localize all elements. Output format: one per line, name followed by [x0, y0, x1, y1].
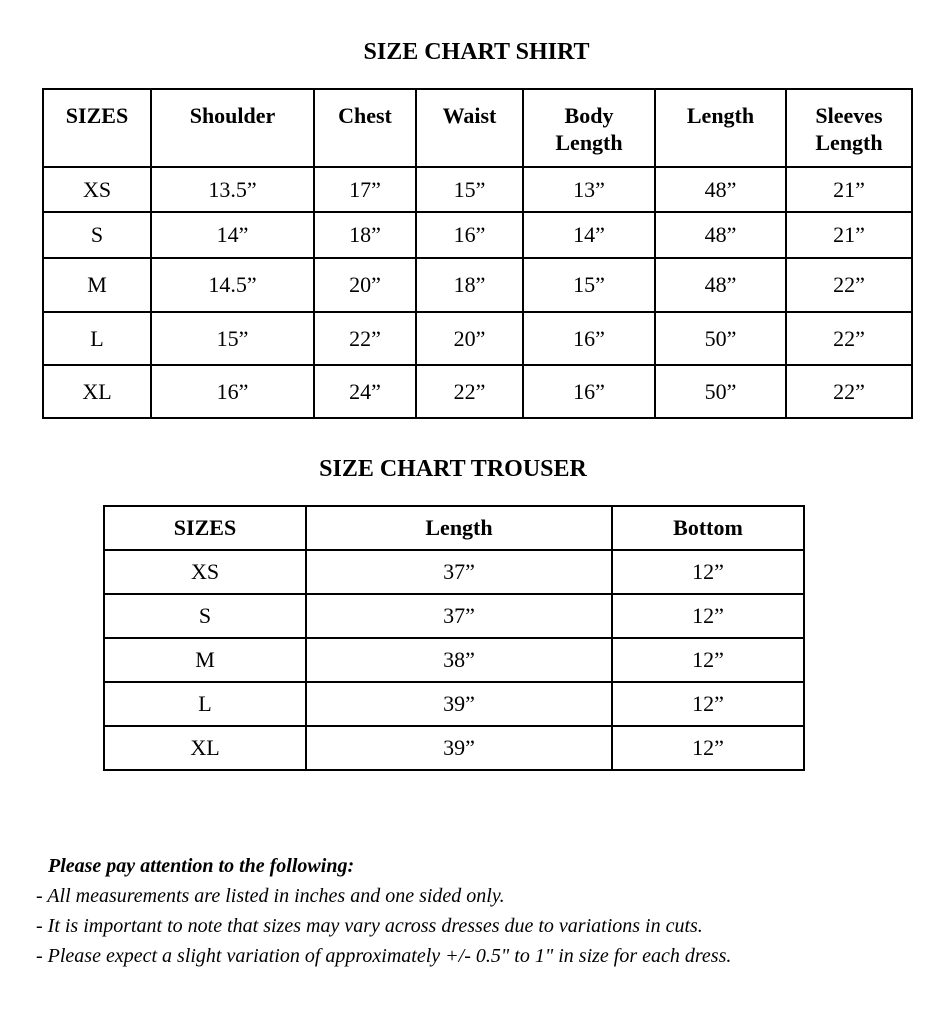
measurement-cell: 18”: [314, 212, 416, 258]
size-label-cell: M: [43, 258, 151, 312]
measurement-cell: 14”: [151, 212, 314, 258]
size-label-cell: XS: [104, 550, 306, 594]
measurement-cell: 16”: [523, 365, 655, 418]
footnote-tolerance: - Please expect a slight variation of approximately +/- 0.5" to 1" in size for each dress.: [36, 945, 732, 967]
shirt-row-xl: [43, 365, 912, 418]
measurement-cell: 12”: [612, 638, 804, 682]
shirt-col-header-sleeves-length: Sleeves Length: [786, 89, 912, 167]
measurement-cell: 48”: [655, 258, 786, 312]
trouser-row-m: [104, 638, 804, 682]
footnotes: [36, 851, 931, 971]
size-label-cell: M: [104, 638, 306, 682]
measurement-cell: 39”: [306, 682, 612, 726]
measurement-cell: 12”: [612, 550, 804, 594]
size-label-cell: S: [43, 212, 151, 258]
trouser-row-l: [104, 682, 804, 726]
size-label-cell: XS: [43, 167, 151, 212]
measurement-cell: 22”: [314, 312, 416, 365]
measurement-cell: 48”: [655, 167, 786, 212]
measurement-cell: 48”: [655, 212, 786, 258]
measurement-cell: 22”: [416, 365, 523, 418]
trouser-header-row: [104, 506, 804, 550]
shirt-row-l: [43, 312, 912, 365]
measurement-cell: 21”: [786, 212, 912, 258]
measurement-cell: 17”: [314, 167, 416, 212]
trouser-row-xl: [104, 726, 804, 770]
trouser-chart-title: SIZE CHART TROUSER: [319, 456, 587, 482]
measurement-cell: 50”: [655, 312, 786, 365]
size-label-cell: XL: [43, 365, 151, 418]
shirt-size-table: [42, 88, 913, 419]
measurement-cell: 37”: [306, 550, 612, 594]
shirt-col-header-sizes: SIZES: [43, 89, 151, 167]
measurement-cell: 39”: [306, 726, 612, 770]
footnote-measurements: - All measurements are listed in inches and one sided only.: [36, 885, 505, 907]
measurement-cell: 15”: [416, 167, 523, 212]
footnote-heading: Please pay attention to the following:: [48, 855, 355, 877]
trouser-col-header-length: Length: [306, 506, 612, 550]
trouser-col-header-bottom: Bottom: [612, 506, 804, 550]
measurement-cell: 37”: [306, 594, 612, 638]
measurement-cell: 16”: [416, 212, 523, 258]
measurement-cell: 15”: [151, 312, 314, 365]
measurement-cell: 20”: [314, 258, 416, 312]
trouser-row-xs: [104, 550, 804, 594]
shirt-col-header-body-length: Body Length: [523, 89, 655, 167]
measurement-cell: 20”: [416, 312, 523, 365]
shirt-col-header-length: Length: [655, 89, 786, 167]
footnote-size-variance: - It is important to note that sizes may vary across dresses due to variations in cuts.: [36, 915, 703, 937]
shirt-chart-title: SIZE CHART SHIRT: [363, 39, 590, 65]
size-label-cell: XL: [104, 726, 306, 770]
measurement-cell: 21”: [786, 167, 912, 212]
measurement-cell: 24”: [314, 365, 416, 418]
trouser-col-header-sizes: SIZES: [104, 506, 306, 550]
size-label-cell: L: [43, 312, 151, 365]
measurement-cell: 12”: [612, 726, 804, 770]
shirt-row-xs: [43, 167, 912, 212]
measurement-cell: 14.5”: [151, 258, 314, 312]
measurement-cell: 13”: [523, 167, 655, 212]
shirt-header-row: [43, 89, 912, 167]
measurement-cell: 18”: [416, 258, 523, 312]
measurement-cell: 15”: [523, 258, 655, 312]
measurement-cell: 16”: [151, 365, 314, 418]
measurement-cell: 12”: [612, 682, 804, 726]
measurement-cell: 16”: [523, 312, 655, 365]
trouser-size-table: [103, 505, 805, 771]
measurement-cell: 13.5”: [151, 167, 314, 212]
measurement-cell: 50”: [655, 365, 786, 418]
shirt-row-m: [43, 258, 912, 312]
measurement-cell: 14”: [523, 212, 655, 258]
shirt-col-header-chest: Chest: [314, 89, 416, 167]
size-label-cell: L: [104, 682, 306, 726]
measurement-cell: 12”: [612, 594, 804, 638]
measurement-cell: 22”: [786, 365, 912, 418]
measurement-cell: 22”: [786, 312, 912, 365]
shirt-row-s: [43, 212, 912, 258]
shirt-col-header-waist: Waist: [416, 89, 523, 167]
size-label-cell: S: [104, 594, 306, 638]
trouser-row-s: [104, 594, 804, 638]
measurement-cell: 38”: [306, 638, 612, 682]
measurement-cell: 22”: [786, 258, 912, 312]
shirt-col-header-shoulder: Shoulder: [151, 89, 314, 167]
